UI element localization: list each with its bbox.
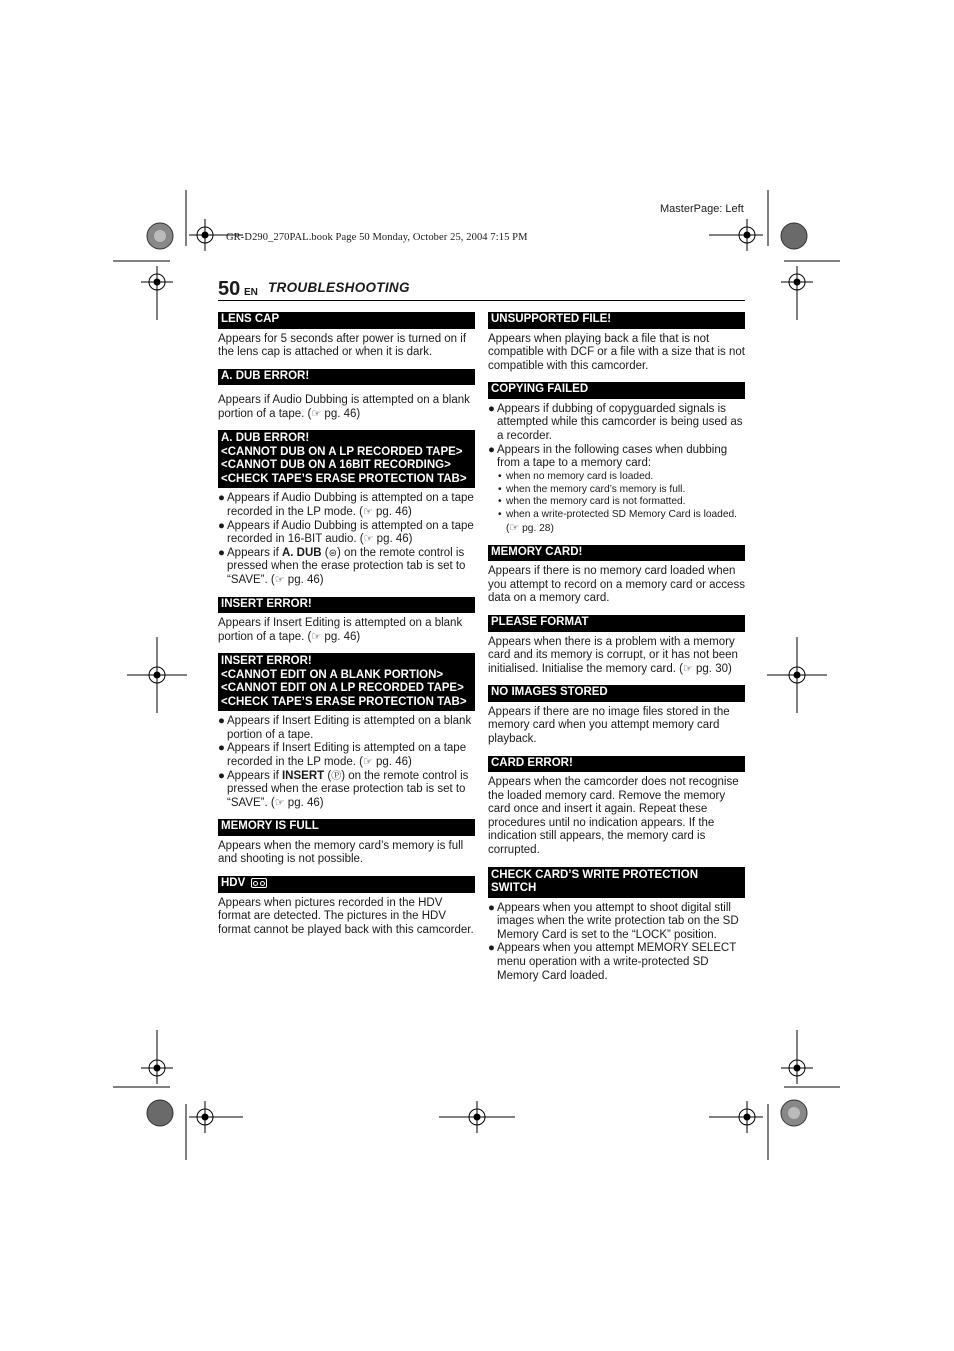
list-item: • when the memory card is not formatted. [498, 496, 686, 508]
dub-icon: ⊜ [328, 547, 338, 559]
a-dub-error-detail-heading: A. DUB ERROR! <CANNOT DUB ON A LP RECORDED TAPE> <CANNOT DUB ON A 16BIT RECORDING> <CHECK TAPE’S ERASE PROTECTION TAB> [218, 430, 475, 488]
book-info-line: GR-D290_270PAL.book Page 50 Monday, October 25, 2004 7:15 PM [226, 232, 528, 243]
right-column [488, 312, 745, 992]
memory-card-text: Appears if there is no memory card loaded when you attempt to record on a memory card or access data on a memory card. [488, 565, 745, 605]
reference-icon: ☞ [311, 407, 322, 420]
memory-full-heading: MEMORY IS FULL [218, 819, 475, 836]
a-dub-error-text: Appears if Audio Dubbing is attempted on a blank portion of a tape. (☞ pg. 46) [218, 394, 470, 420]
list-item: ● Appears if Audio Dubbing is attempted on a tape recorded in the LP mode. (☞ pg. 46) [218, 492, 474, 518]
a-dub-error-heading: A. DUB ERROR! [218, 369, 475, 386]
lens-cap-text: Appears for 5 seconds after power is turned on if the lens cap is attached or when it is dark. [218, 332, 467, 359]
list-item: ● Appears if INSERT (Ⓟ) on the remote control is pressed when the erase protection tab is set to “SAVE”. (☞ pg. 46) [218, 769, 469, 809]
unsupported-file-heading: UNSUPPORTED FILE! [488, 312, 745, 329]
copying-failed-bullets [488, 403, 745, 471]
insert-error-text: Appears if Insert Editing is attempted on a blank portion of a tape. (☞ pg. 46) [218, 617, 463, 643]
list-item: ● Appears when you attempt to shoot digital still images when the write protection tab on the SD Memory Card is set to the “LOCK” position. [488, 901, 739, 941]
list-item: ● Appears if A. DUB (⊜) on the remote control is pressed when the erase protection tab is set to “SAVE”. (☞ pg. 46) [218, 546, 466, 586]
hdv-text: Appears when pictures recorded in the HDV format are detected. The pictures in the HDV format cannot be played back with this camcorder. [218, 896, 474, 936]
list-item: ● Appears if Audio Dubbing is attempted on a tape recorded in 16-BIT audio. (☞ pg. 46) [218, 519, 474, 546]
list-item: • when a write-protected SD Memory Card is loaded. (☞ pg. 28) [498, 509, 738, 534]
no-images-heading: NO IMAGES STORED [488, 685, 745, 702]
list-item: ● Appears when you attempt MEMORY SELECT menu operation with a write-protected SD Memory Card loaded. [488, 942, 737, 982]
insert-error-heading: INSERT ERROR! [218, 597, 475, 614]
copying-failed-heading: COPYING FAILED [488, 382, 745, 399]
insert-icon: Ⓟ [331, 770, 342, 782]
list-item: ● Appears if Insert Editing is attempted on a tape recorded in the LP mode. (☞ pg. 46) [218, 742, 467, 768]
hdv-heading: HDV [218, 876, 475, 893]
lens-cap-heading: LENS CAP [218, 312, 475, 329]
list-item: • when no memory card is loaded. [498, 470, 654, 482]
card-error-heading: CARD ERROR! [488, 756, 745, 773]
no-images-text: Appears if there are no image files stored in the memory card when you attempt memory card playback. [488, 705, 730, 745]
please-format-heading: PLEASE FORMAT [488, 615, 745, 632]
list-item: • when the memory card’s memory is full. [498, 483, 686, 495]
copying-failed-subitems [498, 471, 745, 536]
list-item: ● Appears if Insert Editing is attempted on a blank portion of a tape. [218, 715, 472, 741]
insert-error-bullets [218, 715, 475, 810]
memory-full-text: Appears when the memory card’s memory is full and shooting is not possible. [218, 839, 464, 866]
memory-card-heading: MEMORY CARD! [488, 545, 745, 562]
insert-error-detail-heading: INSERT ERROR! <CANNOT EDIT ON A BLANK PORTION> <CANNOT EDIT ON A LP RECORDED TAPE> <CHECK TAPE’S ERASE PROTECTION TAB> [218, 653, 475, 711]
masterpage-label: MasterPage: Left [660, 203, 744, 215]
unsupported-file-text: Appears when playing back a file that is not compatible with DCF or a file with a size that is not compatible with this camcorder. [488, 332, 745, 372]
tape-icon [251, 878, 267, 888]
left-column [218, 312, 475, 946]
please-format-text: Appears when there is a problem with a memory card and its memory is corrupt, or it has not been initialised. Initialise the memory card. (☞ pg. 30) [488, 635, 738, 675]
a-dub-error-bullets [218, 492, 475, 587]
card-error-text: Appears when the camcorder does not recognise the loaded memory card. Remove the memory card once and insert it again. Repeat these procedures until no indication appears. If the indication still appears, the memory card is corrupted. [488, 776, 739, 857]
write-protection-heading: CHECK CARD’S WRITE PROTECTION SWITCH [488, 867, 745, 898]
page-header [218, 280, 745, 301]
page-number: 50 [218, 278, 241, 300]
language-label: EN [244, 287, 258, 298]
list-item: ● Appears if dubbing of copyguarded signals is attempted while this camcorder is being used as a recorder. [488, 402, 743, 442]
write-protection-bullets [488, 902, 745, 984]
section-title: TROUBLESHOOTING [268, 280, 410, 295]
list-item: ● Appears in the following cases when dubbing from a tape to a memory card: [488, 443, 728, 470]
